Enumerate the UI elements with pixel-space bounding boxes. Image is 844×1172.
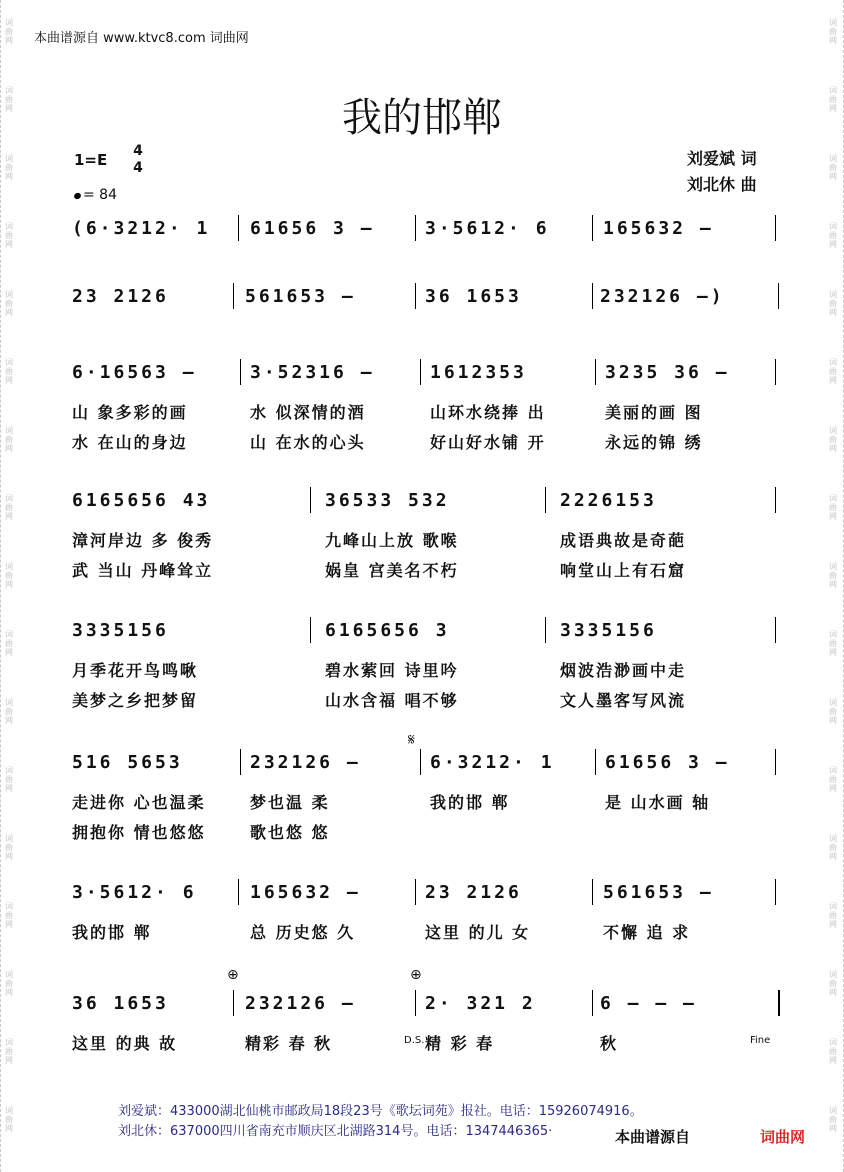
measure-notes: 2226153 <box>560 490 657 511</box>
lyric-line-1: 碧水萦回 诗里吟 <box>325 661 459 680</box>
measure-notes: 3·52316 — <box>250 362 375 383</box>
measure-notes: 232126 —) <box>600 286 725 307</box>
lyric-line-1: 不懈 追 求 <box>603 923 691 942</box>
barline <box>240 749 241 775</box>
measure-notes: 6·3212· 1 <box>430 752 555 773</box>
lyric-line-1: 梦也温 柔 <box>250 793 330 812</box>
side-watermark: 词 曲 网 <box>829 18 837 45</box>
barline <box>595 749 596 775</box>
side-watermark: 词 曲 网 <box>829 562 837 589</box>
lyric-line-2: 永远的锦 绣 <box>605 433 703 452</box>
lyric-line-2: 文人墨客写风流 <box>560 691 687 710</box>
quarter-note-icon <box>73 192 82 200</box>
measure-notes: 36 1653 <box>72 993 169 1014</box>
measure-notes: 6 — — — <box>600 993 697 1014</box>
lyric-line-1: 水 似深情的酒 <box>250 403 366 422</box>
lyric-line-2: 娲皇 宫美名不朽 <box>325 561 459 580</box>
side-watermark: 词 曲 网 <box>5 630 13 657</box>
lyric-line-1: 我的邯 郸 <box>72 923 152 942</box>
lyric-line-2: 拥抱你 情也悠悠 <box>72 823 206 842</box>
time-signature-bottom: 4 <box>133 160 143 176</box>
barline <box>775 487 776 513</box>
lyric-line-1: 走进你 心也温柔 <box>72 793 206 812</box>
measure-notes: 1612353 <box>430 362 527 383</box>
measure-notes: (6·3212· 1 <box>72 218 211 239</box>
side-watermark: 词 曲 网 <box>829 1106 837 1133</box>
side-watermark: 词 曲 网 <box>829 698 837 725</box>
song-title: 我的邯郸 <box>342 95 502 141</box>
lyric-line-2: 山 在水的心头 <box>250 433 366 452</box>
lyric-line-1: 是 山水画 轴 <box>605 793 711 812</box>
header-note: 本曲谱源自 www.ktvc8.com 词曲网 <box>34 31 249 46</box>
key-signature: 1=E <box>74 151 108 169</box>
barline <box>240 359 241 385</box>
measure-notes: 23 2126 <box>72 286 169 307</box>
side-watermark: 词 曲 网 <box>829 154 837 181</box>
side-watermark: 词 曲 网 <box>829 970 837 997</box>
coda-sign: ⊕ <box>227 967 239 983</box>
segno-sign: 𝄋 <box>408 730 415 749</box>
barline <box>238 879 239 905</box>
side-watermark: 词 曲 网 <box>5 766 13 793</box>
lyric-line-2: 歌也悠 悠 <box>250 823 330 842</box>
side-watermark: 词 曲 网 <box>5 494 13 521</box>
side-watermark: 词 曲 网 <box>829 426 837 453</box>
measure-notes: 516 5653 <box>72 752 183 773</box>
fine-marking: Fine <box>750 1035 771 1046</box>
measure-notes: 3·5612· 6 <box>425 218 550 239</box>
coda-sign: ⊕ <box>410 967 422 983</box>
side-watermark: 词 曲 网 <box>5 1038 13 1065</box>
lyric-line-1: 这里 的典 故 <box>72 1034 178 1053</box>
measure-notes: 3335156 <box>72 620 169 641</box>
barline <box>415 990 416 1016</box>
side-watermark: 词 曲 网 <box>5 358 13 385</box>
side-watermark: 词 曲 网 <box>829 766 837 793</box>
measure-notes: 3235 36 — <box>605 362 730 383</box>
barline <box>545 487 546 513</box>
lyric-line-2: 水 在山的身边 <box>72 433 188 452</box>
barline <box>415 215 416 241</box>
lyric-line-1: 我的邯 郸 <box>430 793 510 812</box>
side-watermark: 词 曲 网 <box>829 834 837 861</box>
measure-notes: 36533 532 <box>325 490 450 511</box>
side-watermark: 词 曲 网 <box>5 290 13 317</box>
side-watermark: 词 曲 网 <box>5 902 13 929</box>
barline <box>778 283 779 309</box>
measure-notes: 561653 — <box>603 882 714 903</box>
side-watermark: 词 曲 网 <box>829 494 837 521</box>
barline <box>595 359 596 385</box>
measure-notes: 2· 321 2 <box>425 993 536 1014</box>
measure-notes: 6165656 3 <box>325 620 450 641</box>
measure-notes: 232126 — <box>250 752 361 773</box>
side-watermark: 词 曲 网 <box>829 630 837 657</box>
lyric-line-1: 成语典故是奇葩 <box>560 531 687 550</box>
side-watermark: 词 曲 网 <box>829 86 837 113</box>
lyric-line-1: 山环水绕捧 出 <box>430 403 546 422</box>
lyric-line-1: 精 彩 春 <box>425 1034 495 1053</box>
side-watermark: 词 曲 网 <box>5 154 13 181</box>
measure-notes: 36 1653 <box>425 286 522 307</box>
barline <box>775 879 776 905</box>
lyric-line-2: 山水含福 唱不够 <box>325 691 459 710</box>
footer-contact-composer: 刘北休：637000四川省南充市顺庆区北湖路314号。电话：1347446365· <box>118 1124 553 1139</box>
barline <box>310 617 311 643</box>
lyric-line-1: 月季花开鸟鸣啾 <box>72 661 199 680</box>
measure-notes: 6165656 43 <box>72 490 211 511</box>
tempo-marking: = 84 <box>74 187 117 203</box>
lyric-line-1: 这里 的儿 女 <box>425 923 531 942</box>
measure-notes: 23 2126 <box>425 882 522 903</box>
barline <box>415 283 416 309</box>
side-watermark: 词 曲 网 <box>5 970 13 997</box>
barline <box>775 617 776 643</box>
measure-notes: 61656 3 — <box>250 218 375 239</box>
barline <box>778 990 780 1016</box>
brand-logo-text: 词曲网 <box>760 1128 806 1146</box>
side-watermark: 词 曲 网 <box>829 222 837 249</box>
footer-contact-lyricist: 刘爱斌：433000湖北仙桃市邮政局18段23号《歌坛词苑》报社。电话：15926074916。 <box>118 1104 643 1119</box>
lyric-line-2: 武 当山 丹峰耸立 <box>72 561 214 580</box>
barline <box>310 487 311 513</box>
barline <box>592 215 593 241</box>
side-watermark: 词 曲 网 <box>5 1106 13 1133</box>
ds-marking: D.S. <box>404 1035 425 1046</box>
measure-notes: 165632 — <box>603 218 714 239</box>
side-watermark: 词 曲 网 <box>5 18 13 45</box>
side-watermark: 词 曲 网 <box>829 358 837 385</box>
lyric-line-1: 烟波浩渺画中走 <box>560 661 687 680</box>
lyric-line-1: 秋 <box>600 1034 619 1053</box>
lyric-line-2: 响堂山上有石窟 <box>560 561 687 580</box>
barline <box>233 990 234 1016</box>
time-signature-top: 4 <box>133 143 143 159</box>
measure-notes: 61656 3 — <box>605 752 730 773</box>
lyric-line-2: 美梦之乡把梦留 <box>72 691 199 710</box>
barline <box>775 749 776 775</box>
lyric-line-1: 九峰山上放 歌喉 <box>325 531 459 550</box>
side-watermark: 词 曲 网 <box>5 222 13 249</box>
composer-credit: 刘北休 曲 <box>687 175 757 194</box>
side-watermark: 词 曲 网 <box>5 562 13 589</box>
side-watermark: 词 曲 网 <box>829 1038 837 1065</box>
barline <box>592 879 593 905</box>
brand-source-label: 本曲谱源自 <box>612 1126 693 1147</box>
barline <box>415 879 416 905</box>
barline <box>420 749 421 775</box>
side-watermark: 词 曲 网 <box>5 86 13 113</box>
barline <box>545 617 546 643</box>
side-watermark: 词 曲 网 <box>5 426 13 453</box>
measure-notes: 232126 — <box>245 993 356 1014</box>
side-watermark: 词 曲 网 <box>5 834 13 861</box>
measure-notes: 3·5612· 6 <box>72 882 197 903</box>
barline <box>592 990 593 1016</box>
measure-notes: 561653 — <box>245 286 356 307</box>
barline <box>420 359 421 385</box>
side-watermark: 词 曲 网 <box>829 902 837 929</box>
measure-notes: 3335156 <box>560 620 657 641</box>
side-watermark: 词 曲 网 <box>829 290 837 317</box>
barline <box>775 359 776 385</box>
lyric-line-1: 山 象多彩的画 <box>72 403 188 422</box>
barline <box>233 283 234 309</box>
lyric-line-1: 美丽的画 图 <box>605 403 703 422</box>
measure-notes: 6·16563 — <box>72 362 197 383</box>
measure-notes: 165632 — <box>250 882 361 903</box>
barline <box>238 215 239 241</box>
barline <box>592 283 593 309</box>
lyricist-credit: 刘爱斌 词 <box>687 149 757 168</box>
barline <box>775 215 776 241</box>
lyric-line-1: 总 历史悠 久 <box>250 923 356 942</box>
lyric-line-2: 好山好水铺 开 <box>430 433 546 452</box>
side-watermark: 词 曲 网 <box>5 698 13 725</box>
lyric-line-1: 漳河岸边 多 俊秀 <box>72 531 214 550</box>
lyric-line-1: 精彩 春 秋 <box>245 1034 333 1053</box>
